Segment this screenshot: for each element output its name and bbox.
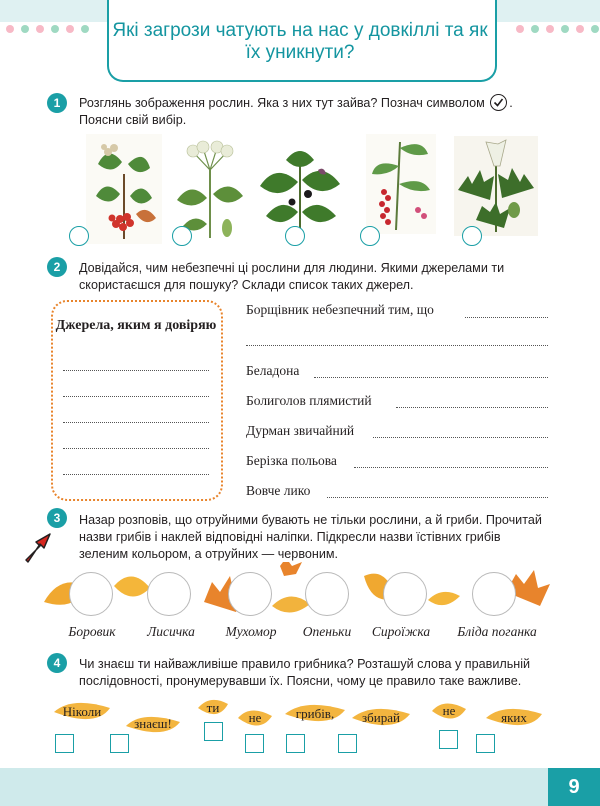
sources-answer-line[interactable] <box>63 370 209 371</box>
task3-text: Назар розповів, що отруйними бувають не тільки рослини, а й гриби. Прочитай назви грибів і наклей відповідні наліпки. Підкресли назви їстівних грибів зеленим кольором, а отруйних — червоним. <box>79 513 542 561</box>
word-leaf[interactable]: не <box>236 704 274 732</box>
plant-check-circle[interactable] <box>172 226 192 246</box>
answer-line[interactable] <box>373 437 548 438</box>
red-arrow-icon <box>20 530 54 564</box>
sticker-circle[interactable] <box>147 572 191 616</box>
sticker-circle[interactable] <box>472 572 516 616</box>
task-number-3: 3 <box>47 508 67 528</box>
number-box[interactable] <box>204 722 223 741</box>
sticker-circle[interactable] <box>69 572 113 616</box>
berry-plant-image <box>366 134 436 234</box>
answer-line[interactable] <box>465 317 548 318</box>
word-leaf[interactable]: Ніколи <box>52 698 112 726</box>
plant-label-bindweed: Берізка польова <box>246 453 337 468</box>
task-number-2: 2 <box>47 257 67 277</box>
answer-line[interactable] <box>327 497 548 498</box>
sources-answer-line[interactable] <box>63 396 209 397</box>
task-number-1: 1 <box>47 93 67 113</box>
answer-line[interactable] <box>396 407 548 408</box>
number-box[interactable] <box>439 730 458 749</box>
task2-text: Довідайся, чим небезпечні ці рослини для людини. Якими джерелами ти скористаєшся для пошуку? Склади список таких джерел. <box>79 261 505 292</box>
mushroom-name: Лисичка <box>147 624 195 639</box>
sources-answer-line[interactable] <box>63 422 209 423</box>
task-number-4: 4 <box>47 653 67 673</box>
number-box[interactable] <box>110 734 129 753</box>
answer-line[interactable] <box>354 467 548 468</box>
answer-line[interactable] <box>314 377 548 378</box>
plant-label-hogweed: Борщівник небезпечний тим, що <box>246 302 434 317</box>
task1-text-part2: . Поясни свій вибір. <box>79 96 513 127</box>
mushroom-name: Бліда поганка <box>457 624 537 639</box>
plant-label-mezereon: Вовче лико <box>246 483 311 498</box>
footer-strip <box>0 768 600 806</box>
plant-check-circle[interactable] <box>285 226 305 246</box>
word-leaf[interactable]: ти <box>196 694 230 722</box>
page-number: 9 <box>548 768 600 806</box>
task1-text <box>79 94 553 129</box>
sticker-circle[interactable] <box>305 572 349 616</box>
word-leaf[interactable]: не <box>430 697 468 725</box>
sticker-circle[interactable] <box>383 572 427 616</box>
plant-check-circle[interactable] <box>69 226 89 246</box>
mushroom-name: Сироїжка <box>371 624 431 639</box>
hogweed-plant-image <box>173 140 247 240</box>
belladonna-plant-image <box>256 144 344 234</box>
task4-text: Чи знаєш ти найважливіше правило грибника? Розташуй слова у правильній послідовності, пронумерувавши їх. Поясни, чому це правило таке важливе. <box>79 657 531 688</box>
mushroom-name: Боровик <box>68 624 116 639</box>
number-box[interactable] <box>338 734 357 753</box>
plant-label-belladonna: Беладона <box>246 363 300 378</box>
datura-plant-image <box>454 136 538 236</box>
mushroom-name: Опеньки <box>302 624 352 639</box>
word-leaf[interactable]: знаєш! <box>124 710 182 738</box>
page-title: Які загрози чатують на нас у довкіллі та як їх уникнути? <box>112 20 488 63</box>
plant-check-circle[interactable] <box>360 226 380 246</box>
word-leaf[interactable]: збирай <box>350 704 412 732</box>
mushroom-name: Мухомор <box>225 624 277 639</box>
number-box[interactable] <box>286 734 305 753</box>
number-box[interactable] <box>55 734 74 753</box>
sources-answer-line[interactable] <box>63 448 209 449</box>
guelder-rose-plant-image <box>86 134 162 244</box>
plant-label-hemlock: Болиголов плямистий <box>246 393 372 408</box>
number-box[interactable] <box>245 734 264 753</box>
plant-label-datura: Дурман звичайний <box>246 423 355 438</box>
sources-title: Джерела, яким я довіряю <box>55 318 217 333</box>
sticker-circle[interactable] <box>228 572 272 616</box>
answer-line[interactable] <box>246 345 548 346</box>
plant-check-circle[interactable] <box>462 226 482 246</box>
check-symbol-icon <box>490 94 507 111</box>
sources-answer-line[interactable] <box>63 474 209 475</box>
task1-text-part1: Розглянь зображення рослин. Яка з них тут зайва? Познач символом <box>79 96 485 110</box>
number-box[interactable] <box>476 734 495 753</box>
word-leaf[interactable]: яких <box>484 704 544 732</box>
word-leaf[interactable]: грибів, <box>283 700 347 728</box>
